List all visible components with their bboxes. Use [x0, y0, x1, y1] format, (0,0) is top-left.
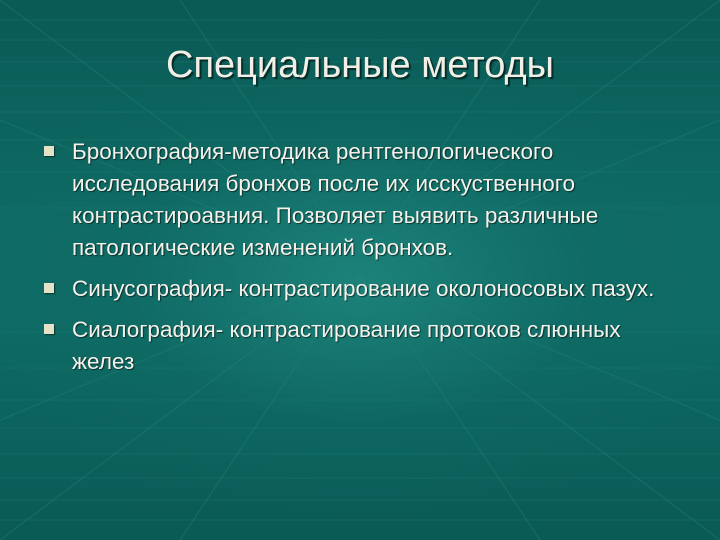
list-item [44, 314, 684, 378]
square-bullet-icon [44, 146, 54, 156]
square-bullet-icon [44, 283, 54, 293]
square-bullet-icon [44, 324, 54, 334]
bullet-text: Бронхография-методика рентгенологического исследования бронхов после их исскуственного контрастироавния. Позволяет выявить различные патологические изменений бронхов. [72, 139, 599, 260]
bullet-list [44, 136, 684, 387]
slide-title: Специальные методы [166, 44, 554, 86]
bullet-text: Сиалография- контрастирование протоков слюнных желез [72, 317, 621, 374]
bullet-text: Синусография- контрастирование околоносовых пазух. [72, 276, 655, 301]
list-item [44, 136, 684, 264]
list-item [44, 273, 684, 305]
